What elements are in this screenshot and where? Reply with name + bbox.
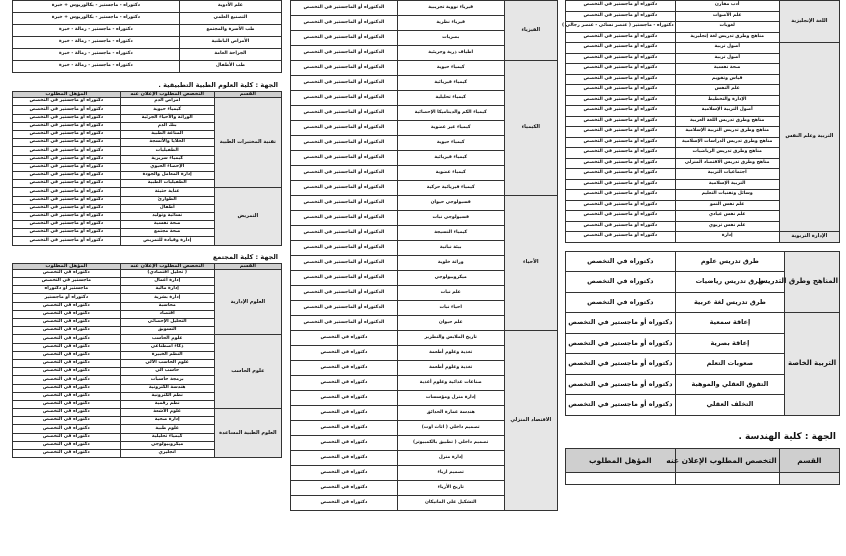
specialization-cell: أصول التربية الإسلامية <box>675 106 779 117</box>
specialization-cell: هندسة عمارة الحدائق <box>397 406 504 421</box>
qualification-cell: دكتوراه أو ماجستير في التخصص <box>566 333 676 354</box>
specialization-cell: التفوق العقلي والموهبة <box>675 374 785 395</box>
engineering-heading: الجهة : كلية الهندسة . <box>738 431 836 442</box>
table-row <box>13 13 282 25</box>
eng-empty-cell <box>566 473 676 485</box>
qualification-cell: دكتوراه أو ماجستير في التخصص <box>566 211 676 222</box>
specialization-cell: مناهج وطرق تدريس الاقتصاد المنزلي <box>675 158 779 169</box>
qualification-cell: دكتوراه أو ماجستير في التخصص <box>13 180 121 188</box>
specialization-cell: ميكروبيولوجي <box>120 441 214 449</box>
specialization-cell: كيمياء الكم والديناميكا الإحصائية <box>397 106 504 121</box>
qualification-cell: دكتوراه - ماجستير - بكالوريوس + خبرة <box>13 1 180 13</box>
specialization-cell: لغويات <box>675 22 779 33</box>
specialization-cell: فسيولوجي حيوان <box>397 196 504 211</box>
qualification-cell: دكتوراه أو ماجستير في التخصص <box>566 137 676 148</box>
qualification-cell: ماجستير في التخصص <box>13 278 121 286</box>
specialization-cell: طب الأسرة والمجتمع <box>179 25 281 37</box>
qualification-cell: دكتوراه في التخصص <box>566 251 676 272</box>
specialization-cell: طب الأطفال <box>179 61 281 73</box>
qualification-cell: دكتوراه أو ماجستير في التخصص <box>566 179 676 190</box>
specialization-cell: إدارة بشرية <box>120 294 214 302</box>
specialization-cell: مناهج وطرق تدريس الرياضيات <box>675 148 779 159</box>
qualification-cell: دكتوراه أو ماجستير في التخصص <box>566 200 676 211</box>
specialization-cell: الخلايا والأنسجة <box>120 139 214 147</box>
qualification-cell: دكتوراه أو ماجستير في التخصص <box>13 122 121 130</box>
specialization-cell: مناهج وطرق تدريس اللغة العربية <box>675 116 779 127</box>
specialization-cell: نسائية وتوليد <box>120 212 214 220</box>
specialization-cell: علوم الحاسب الآلي <box>120 359 214 367</box>
special-education-table <box>565 251 840 416</box>
qualification-cell: دكتوراه أو ماجستير في التخصص <box>13 147 121 155</box>
specialization-cell: التسويق <box>120 327 214 335</box>
qualification-cell: دكتوراه في التخصص <box>13 425 121 433</box>
specialization-cell: كيمياء فيزيائية حركية <box>397 181 504 196</box>
table-row <box>13 1 282 13</box>
specialization-cell: الطوارئ <box>120 196 214 204</box>
qualification-cell: دكتوراه في التخصص <box>13 409 121 417</box>
qualification-cell: دكتوراه أو ماجستير في التخصص <box>13 196 121 204</box>
qualification-cell: دكتوراه أو ماجستير في التخصص <box>13 237 121 245</box>
qualification-cell: دكتوراه أو ماجستير في التخصص <box>566 32 676 43</box>
cc-header-spec: التخصص المطلوب الإعلان عنه <box>120 263 214 269</box>
specialization-cell: كيمياء غير عضوية <box>397 121 504 136</box>
qualification-cell: دكتوراه في التخصص <box>13 376 121 384</box>
qualification-cell: الدكتوراه أو الماجستير في التخصص <box>291 16 398 31</box>
column-education <box>561 0 840 485</box>
qualification-cell: دكتوراه في التخصص <box>13 351 121 359</box>
column-science <box>290 0 558 511</box>
am-header-spec: التخصص المطلوب الإعلان عنه <box>120 92 214 98</box>
qualification-cell: دكتوراه أو ماجستير في التخصص <box>13 98 121 106</box>
cc-header-dept: القسم <box>214 263 281 269</box>
specialization-cell: إدارة منزل ومؤسسات <box>397 391 504 406</box>
department-cell: الأحياء <box>504 196 557 331</box>
department-cell: اللغة الإنجليزية <box>779 1 839 43</box>
specialization-cell: النظم الخبيرة <box>120 351 214 359</box>
qualification-cell: الدكتوراه أو الماجستير في التخصص <box>291 211 398 226</box>
specialization-cell: أدب مقارن <box>675 1 779 12</box>
qualification-cell: دكتوراه في التخصص <box>291 406 398 421</box>
department-cell: الفيزياء <box>504 1 557 61</box>
specialization-cell: إدارة المعامل والجودة <box>120 171 214 179</box>
specialization-cell: تاريخ الأزياء <box>397 481 504 496</box>
specialization-cell: إدارة <box>675 232 779 243</box>
qualification-cell: دكتوراه في التخصص <box>13 327 121 335</box>
qualification-cell: دكتوراه في التخصص <box>291 436 398 451</box>
qualification-cell: الدكتوراه أو الماجستير في التخصص <box>291 106 398 121</box>
specialization-cell: مناهج وطرق تدريس لغة إنجليزية <box>675 32 779 43</box>
qualification-cell: دكتوراه في التخصص <box>13 384 121 392</box>
qualification-cell: دكتوراه في التخصص <box>13 392 121 400</box>
specialization-cell: إدارة صحية <box>120 417 214 425</box>
qualification-cell: دكتوراه أو ماجستير في التخصص <box>566 85 676 96</box>
specialization-cell: ذكاء اصطناعي <box>120 343 214 351</box>
specialization-cell: مناهج وطرق تدريس التربية الإسلامية <box>675 127 779 138</box>
specialization-cell: بيئة نباتية <box>397 241 504 256</box>
qualification-cell: الدكتوراه أو الماجستير في التخصص <box>291 76 398 91</box>
specialization-cell: تغذية وعلوم أطعمة <box>397 346 504 361</box>
qualification-cell: الدكتوراه أو الماجستير في التخصص <box>291 61 398 76</box>
qualification-cell: دكتوراه أو ماجستير في التخصص <box>13 114 121 122</box>
specialization-cell: إعاقة بصرية <box>675 333 785 354</box>
qualification-cell: دكتوراه أو ماجستير في التخصص <box>13 106 121 114</box>
specialization-cell: صعوبات التعلم <box>675 354 785 375</box>
table-row <box>13 49 282 61</box>
qualification-cell: دكتوراه أو ماجستير في التخصص <box>13 212 121 220</box>
qualification-cell: دكتوراه أو ماجستير في التخصص <box>13 204 121 212</box>
qualification-cell: دكتوراه - ماجستير - زمالة - خبرة <box>13 49 180 61</box>
qualification-cell: دكتوراه في التخصص <box>291 391 398 406</box>
specialization-cell: ميكروبيولوجي <box>397 271 504 286</box>
specialization-cell: الإدارة والتخطيط <box>675 95 779 106</box>
department-cell: التربية الخاصة <box>785 313 840 416</box>
specialization-cell: علم نفس عيادي <box>675 211 779 222</box>
specialization-cell: أطفال <box>120 204 214 212</box>
specialization-cell: بنك الدم <box>120 122 214 130</box>
qualification-cell: الدكتوراه أو الماجستير في التخصص <box>291 316 398 331</box>
qualification-cell: دكتوراه في التخصص <box>13 368 121 376</box>
table-row <box>566 313 840 334</box>
table-row <box>13 269 282 277</box>
department-cell: التربية وعلم النفس <box>779 43 839 232</box>
qualification-cell: الدكتوراه أو الماجستير في التخصص <box>291 301 398 316</box>
eng-header-qual: المؤهل المطلوب <box>566 448 676 473</box>
specialization-cell: كيمياء عضوية <box>397 166 504 181</box>
specialization-cell: التشكيل على المانيكان <box>397 496 504 511</box>
qualification-cell: دكتوراه في التخصص <box>291 376 398 391</box>
table-row <box>291 61 558 76</box>
specialization-cell: صحة نفسية <box>675 64 779 75</box>
specialization-cell: فيزياء نظرية <box>397 16 504 31</box>
specialization-cell: اطياف ذرية وجزيئية <box>397 46 504 61</box>
specialization-cell: أصول تربية <box>675 43 779 54</box>
qualification-cell: دكتوراه أو ماجستير في التخصص <box>566 158 676 169</box>
qualification-cell: الدكتوراه أو الماجستير في التخصص <box>291 151 398 166</box>
specialization-cell: صناعات غذائية وعلوم أغذية <box>397 376 504 391</box>
qualification-cell: دكتوراه أو ماجستير في التخصص <box>13 131 121 139</box>
qualification-cell: الدكتوراه أو الماجستير في التخصص <box>291 1 398 16</box>
qualification-cell: دكتوراه في التخصص <box>291 481 398 496</box>
cc-header-qual: المؤهل المطلوب <box>13 263 121 269</box>
specialization-cell: علم الأصوات <box>675 11 779 22</box>
table-row <box>13 61 282 73</box>
specialization-cell: كيمياء تحليلية <box>120 433 214 441</box>
qualification-cell: ماجستير أو دكتوراه <box>13 286 121 294</box>
community-college-table <box>12 263 282 459</box>
qualification-cell: دكتوراه في التخصص <box>13 310 121 318</box>
qualification-cell: الدكتوراه أو الماجستير في التخصص <box>291 256 398 271</box>
column-medical <box>12 0 282 458</box>
qualification-cell: دكتوراه في التخصص <box>13 433 121 441</box>
qualification-cell: دكتوراه - ماجستير - بكالوريوس + خبرة <box>13 13 180 25</box>
specialization-cell: الإحصاء الحيوي <box>120 163 214 171</box>
qualification-cell: دكتوراه أو ماجستير في التخصص <box>566 64 676 75</box>
specialization-cell: فسيولوجي نبات <box>397 211 504 226</box>
specialization-cell: الطفيليات <box>120 147 214 155</box>
qualification-cell: دكتوراه أو ماجستير <box>13 294 121 302</box>
qualification-cell: دكتوراه في التخصص <box>291 361 398 376</box>
eng-header-spec: التخصص المطلوب الإعلان عنه <box>675 448 779 473</box>
table-row <box>291 331 558 346</box>
specialization-cell: التربية الإسلامية <box>675 179 779 190</box>
qualification-cell: دكتوراه في التخصص <box>13 319 121 327</box>
specialization-cell: علم نبات <box>397 286 504 301</box>
qualification-cell: دكتوراه في التخصص <box>13 441 121 449</box>
qualification-cell: دكتوراه أو ماجستير في التخصص <box>566 74 676 85</box>
qualification-cell: دكتوراه أو ماجستير في التخصص <box>13 155 121 163</box>
department-cell: التمريض <box>214 188 281 245</box>
department-cell: العلوم الطبية المساعدة <box>214 409 281 458</box>
am-header-dept: القسم <box>214 92 281 98</box>
specialization-cell: كيمياء حيوية <box>120 106 214 114</box>
specialization-cell: احياء نبات <box>397 301 504 316</box>
qualification-cell: دكتوراه أو ماجستير في التخصص <box>566 95 676 106</box>
specialization-cell: بصريات <box>397 31 504 46</box>
qualification-cell: دكتوراه أو ماجستير في التخصص <box>566 1 676 12</box>
specialization-cell: نظم الكترونية <box>120 392 214 400</box>
qualification-cell: الدكتوراه أو الماجستير في التخصص <box>291 226 398 241</box>
qualification-cell: دكتوراه أو ماجستير في التخصص <box>566 374 676 395</box>
science-table <box>290 0 558 511</box>
specialization-cell: التصنيع العلمي <box>179 13 281 25</box>
specialization-cell: نظم رقمية <box>120 400 214 408</box>
qualification-cell: دكتوراه أو ماجستير في التخصص <box>566 127 676 138</box>
qualification-cell: دكتوراه في التخصص <box>566 272 676 293</box>
specialization-cell: طرق تدريس لغة عربية <box>675 292 785 313</box>
specialization-cell: الطفيليات الطبية <box>120 180 214 188</box>
qualification-cell: الدكتوراه أو الماجستير في التخصص <box>291 271 398 286</box>
specialization-cell: تاريخ الملابس والتطريز <box>397 331 504 346</box>
specialization-cell: قياس وتقويم <box>675 74 779 85</box>
specialization-cell: علم الأدوية <box>179 1 281 13</box>
specialization-cell: اجتماعيات التربية <box>675 169 779 180</box>
table-row <box>13 335 282 343</box>
qualification-cell: الدكتوراه أو الماجستير في التخصص <box>291 91 398 106</box>
qualification-cell: الدكتوراه أو الماجستير في التخصص <box>291 121 398 136</box>
specialization-cell: الأمراض الباطنية <box>179 37 281 49</box>
specialization-cell: إدارة منزل <box>397 451 504 466</box>
specialization-cell: كيمياء فيزيائية <box>397 76 504 91</box>
table-row <box>13 98 282 106</box>
qualification-cell: الدكتوراه أو الماجستير في التخصص <box>291 196 398 211</box>
qualification-cell: دكتوراه أو ماجستير في التخصص <box>566 106 676 117</box>
qualification-cell: دكتوراه أو ماجستير في التخصص <box>566 190 676 201</box>
table-row <box>13 25 282 37</box>
community-college-heading: الجهة : كلية المجتمع <box>212 252 278 261</box>
table-row <box>13 37 282 49</box>
qualification-cell: دكتوراه أو ماجستير في التخصص <box>13 163 121 171</box>
qualification-cell: دكتوراه في التخصص <box>566 292 676 313</box>
qualification-cell: دكتوراه أو ماجستير في التخصص <box>566 148 676 159</box>
specialization-cell: كيمياء النسيجة <box>397 226 504 241</box>
qualification-cell: دكتوراه في التخصص <box>291 421 398 436</box>
specialization-cell: علم حيوان <box>397 316 504 331</box>
specialization-cell: علم نفس تربوي <box>675 221 779 232</box>
qualification-cell: دكتوراه في التخصص <box>291 466 398 481</box>
table-row <box>566 1 840 12</box>
qualification-cell: الدكتوراه أو الماجستير في التخصص <box>291 136 398 151</box>
qualification-cell: دكتوراه في التخصص <box>291 346 398 361</box>
table-row <box>291 1 558 16</box>
specialization-cell: وسائل وتقنيات التعليم <box>675 190 779 201</box>
qualification-cell: دكتوراه أو ماجستير في التخصص <box>13 188 121 196</box>
qualification-cell: دكتوراه أو ماجستير في التخصص <box>13 139 121 147</box>
specialization-cell: أصول تربية <box>675 53 779 64</box>
specialization-cell: مناهج وطرق تدريس الدراسات الإسلامية <box>675 137 779 148</box>
specialization-cell: كيمياء تحليلية <box>397 91 504 106</box>
applied-medical-heading: الجهة : كلية العلوم الطبية التطبيقية . <box>158 81 278 89</box>
specialization-cell: اقتصاد <box>120 310 214 318</box>
table-row <box>13 188 282 196</box>
specialization-cell: طرق تدريس علوم <box>675 251 785 272</box>
specialization-cell: الجراحة العامة <box>179 49 281 61</box>
qualification-cell: الدكتوراه أو الماجستير في التخصص <box>291 46 398 61</box>
qualification-cell: دكتوراه في التخصص <box>13 302 121 310</box>
qualification-cell: دكتوراه - ماجستير - زمالة - خبرة <box>13 61 180 73</box>
specialization-cell: امراض الدم <box>120 98 214 106</box>
department-cell: علوم الحاسب <box>214 335 281 409</box>
specialization-cell: علوم الأشعة <box>120 409 214 417</box>
table-row <box>566 251 840 272</box>
specialization-cell: التخلف العقلي <box>675 395 785 416</box>
specialization-cell: تصميم داخلي ( اثاث اوت) <box>397 421 504 436</box>
qualification-cell: دكتوراه أو ماجستير في التخصص <box>566 169 676 180</box>
eng-empty-cell <box>779 473 839 485</box>
specialization-cell: كيمياء حيوية <box>397 136 504 151</box>
specialization-cell: علم نفس النمو <box>675 200 779 211</box>
specialization-cell: تصميم داخلي ( تطبيق بالكمبيوتر) <box>397 436 504 451</box>
specialization-cell: طرق تدريس رياضيات <box>675 272 785 293</box>
qualification-cell: دكتوراه في التخصص <box>13 343 121 351</box>
qualification-cell: دكتوراه في التخصص <box>13 450 121 458</box>
qualification-cell: دكتوراه في التخصص <box>13 400 121 408</box>
qualification-cell: الدكتوراه أو الماجستير في التخصص <box>291 166 398 181</box>
qualification-cell: دكتوراه أو ماجستير في التخصص <box>13 229 121 237</box>
qualification-cell: دكتوراه أو ماجستير في التخصص <box>566 53 676 64</box>
qualification-cell: دكتوراه أو ماجستير في التخصص <box>566 221 676 232</box>
specialization-cell: تغذية وعلوم أطعمة <box>397 361 504 376</box>
qualification-cell: دكتوراه أو ماجستير في التخصص <box>566 11 676 22</box>
specialization-cell: علوم طبية <box>120 425 214 433</box>
qualification-cell: الدكتوراه أو الماجستير في التخصص <box>291 241 398 256</box>
specialization-cell: فيزياء نووية تجريبية <box>397 1 504 16</box>
specialization-cell: صحة مجتمع <box>120 229 214 237</box>
qualification-cell: دكتوراه - ماجستير - زمالة - خبرة <box>13 37 180 49</box>
eng-header-dept: القسم <box>779 448 839 473</box>
qualification-cell: الدكتوراه أو الماجستير في التخصص <box>291 181 398 196</box>
eng-empty-cell <box>675 473 779 485</box>
table-row <box>566 43 840 54</box>
qualification-cell: دكتوراه في التخصص <box>13 269 121 277</box>
specialization-cell: إعاقة سمعية <box>675 313 785 334</box>
specialization-cell: كيمياء فيزيائية <box>397 151 504 166</box>
qualification-cell: دكتوراه أو ماجستير في التخصص <box>566 313 676 334</box>
specialization-cell: محاسبة <box>120 302 214 310</box>
qualification-cell: الدكتوراه أو الماجستير في التخصص <box>291 286 398 301</box>
medicine-top-table <box>12 0 282 73</box>
table-row <box>291 196 558 211</box>
department-cell: الإدارة التربوية <box>779 232 839 243</box>
specialization-cell: الوراثة والأحياء الجزئية <box>120 114 214 122</box>
specialization-cell: حاسب آلي <box>120 368 214 376</box>
qualification-cell: دكتوراه في التخصص <box>291 496 398 511</box>
qualification-cell: دكتوراه أو ماجستير في التخصص <box>566 116 676 127</box>
qualification-cell: الدكتوراه أو الماجستير في التخصص <box>291 31 398 46</box>
specialization-cell: المناعة الطبية <box>120 131 214 139</box>
specialization-cell: كيمياء حيوية <box>397 61 504 76</box>
specialization-cell: علم النفس <box>675 85 779 96</box>
specialization-cell: التحليل الإحصائي <box>120 319 214 327</box>
qualification-cell: دكتوراه في التخصص <box>13 417 121 425</box>
specialization-cell: وراثة خلوية <box>397 256 504 271</box>
department-cell: تقنية المختبرات الطبية <box>214 98 281 188</box>
specialization-cell: تصميم ازياء <box>397 466 504 481</box>
specialization-cell: إدارة أعمال <box>120 278 214 286</box>
department-cell: الاقتصاد المنزلي <box>504 331 557 511</box>
qualification-cell: دكتوراه أو ماجستير في التخصص <box>13 171 121 179</box>
applied-medical-table <box>12 91 282 246</box>
am-header-qual: المؤهل المطلوب <box>13 92 121 98</box>
department-cell: الكيمياء <box>504 61 557 196</box>
education-table <box>561 0 840 243</box>
specialization-cell: كيمياء سريرية <box>120 155 214 163</box>
qualification-cell: دكتوراه أو ماجستير في التخصص <box>566 354 676 375</box>
qualification-cell: دكتوراه أو ماجستير في التخصص <box>566 43 676 54</box>
qualification-cell: دكتوراه - ماجستير - زمالة - خبرة <box>13 25 180 37</box>
specialization-cell: عناية حثيثة <box>120 188 214 196</box>
department-cell: العلوم الإدارية <box>214 269 281 335</box>
specialization-cell: هندسة الكترونية <box>120 384 214 392</box>
specialization-cell: ( تحليل اقتصادي) <box>120 269 214 277</box>
specialization-cell: انجليزي <box>120 450 214 458</box>
qualification-cell: دكتوراه في التخصص <box>13 359 121 367</box>
specialization-cell: إدارة مالية <box>120 286 214 294</box>
department-cell: المناهج وطرق التدريس <box>785 251 840 313</box>
qualification-cell: دكتوراه أو ماجستير في التخصص <box>566 395 676 416</box>
qualification-cell: دكتوراه في التخصص <box>291 331 398 346</box>
qualification-cell: دكتوراه - ماجستير ( عنصر نسائي - عنصر رجالي ) <box>566 22 676 33</box>
qualification-cell: دكتوراه أو ماجستير في التخصص <box>13 221 121 229</box>
specialization-cell: علوم الحاسب <box>120 335 214 343</box>
table-row <box>566 232 840 243</box>
qualification-cell: دكتوراه في التخصص <box>13 335 121 343</box>
qualification-cell: دكتوراه في التخصص <box>291 451 398 466</box>
engineering-table <box>565 448 840 486</box>
specialization-cell: برمجة حاسبات <box>120 376 214 384</box>
qualification-cell: دكتوراه أو ماجستير في التخصص <box>566 232 676 243</box>
specialization-cell: صحة نفسية <box>120 221 214 229</box>
table-row <box>13 409 282 417</box>
specialization-cell: إدارة وقيادة للتمريض <box>120 237 214 245</box>
